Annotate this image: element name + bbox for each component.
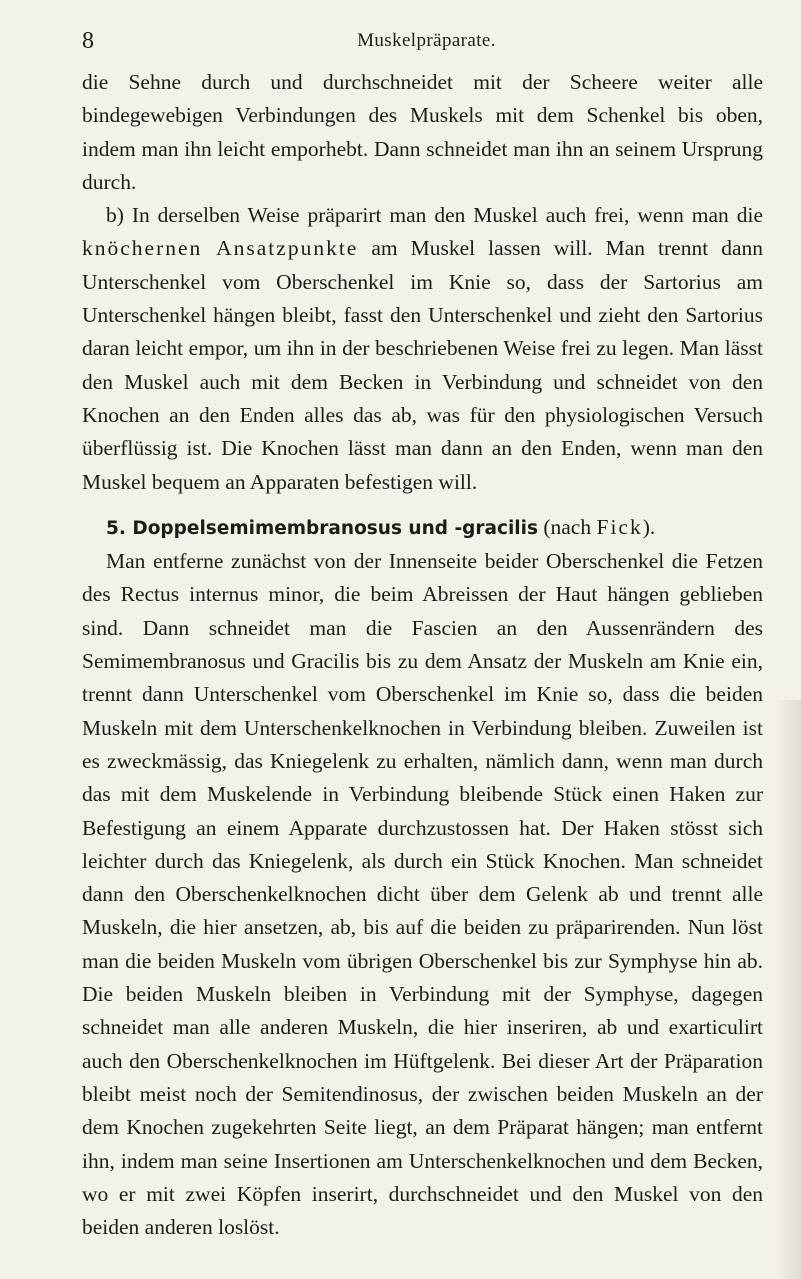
section-attribution-open: (nach [537, 514, 597, 539]
paragraph-1: die Sehne durch und durchschneidet mit der Scheere weiter alle bindegewebigen Verbindungen des Muskels mit dem Schenkel bis oben, indem man ihn leicht emporhebt. Dann schneidet man ihn an seinem Ursprung durch. [82, 70, 763, 194]
page-header [82, 26, 771, 56]
paragraph-2-emphasis: knöchernen Ansatzpunkte [82, 236, 359, 261]
paragraph-3: Man entferne zunächst von der Innenseite beider Oberschenkel die Fetzen des Rectus internus minor, die beim Abreissen der Haut hängen geblieben sind. Dann schneidet man die Fascien an den Aussenrändern des Semimembranosus und Gracilis bis zu dem Ansatz der Muskeln am Knie ein, trennt dann Unterschenkel vom Oberschenkel im Knie so, dass die beiden Muskeln mit dem Unterschenkelknochen in Verbindung bleiben. Zuweilen ist es zweckmässig, das Kniegelenk zu erhalten, nämlich dann, wenn man durch das mit dem Muskelende in Verbindung bleibende Stück einen Haken zur Befestigung an einem Apparate durchzustossen hat. Der Haken stösst sich leichter durch das Kniegelenk, als durch ein Stück Knochen. Man schneidet dann den Oberschenkelknochen dicht über dem Gelenk ab und trennt alle Muskeln, die hier ansetzen, ab, bis auf die beiden zu präparirenden. Nun löst man die beiden Muskeln vom übrigen Oberschenkel bis zur Symphyse hin ab. Die beiden Muskeln bleiben in Verbindung mit der Symphyse, dagegen schneidet man alle anderen Muskeln, die hier inseriren, ab und exarticulirt auch den Oberschenkelknochen im Hüftgelenk. Bei dieser Art der Präparation bleibt meist noch der Semitendinosus, der zwischen beiden Muskeln an der dem Knochen zugekehrten Seite liegt, an dem Präparat hängen; man entfernt ihn, indem man seine Insertionen am Unterschenkelknochen und dem Becken, wo er mit zwei Köpfen inserirt, durchschneidet und den Muskel von den beiden anderen loslöst. [82, 549, 763, 1240]
paragraph-2 [82, 199, 763, 499]
page-edge-shadow [775, 700, 801, 1279]
page-number: 8 [82, 28, 94, 54]
section-heading [82, 511, 763, 545]
section-attribution-close: ). [642, 514, 656, 539]
section-attribution-name: Fick [596, 514, 643, 539]
section-title: 5. Doppelsemimembranosus und -gracilis [106, 517, 538, 539]
paragraph-2-part-b: am Muskel lassen will. Man trennt dann Unterschenkel vom Oberschenkel im Knie so, dass der Sartorius am Unterschenkel hängen bleibt, fasst den Unterschenkel und zieht den Sartorius daran leicht empor, um ihn in der beschriebenen Weise frei zu legen. Man lässt den Muskel auch mit dem Becken in Verbindung und schneidet von den Knochen an den Enden alles das ab, was für den physiologischen Versuch überflüssig ist. Die Knochen lässt man dann an den Enden, wenn man den Muskel bequem an Apparaten befestigen will. [82, 236, 763, 494]
paragraph-2-part-a: b) In derselben Weise präparirt man den Muskel auch frei, wenn man die [106, 203, 763, 228]
running-head: Muskelpräparate. [357, 30, 496, 51]
body-text [82, 66, 763, 1244]
